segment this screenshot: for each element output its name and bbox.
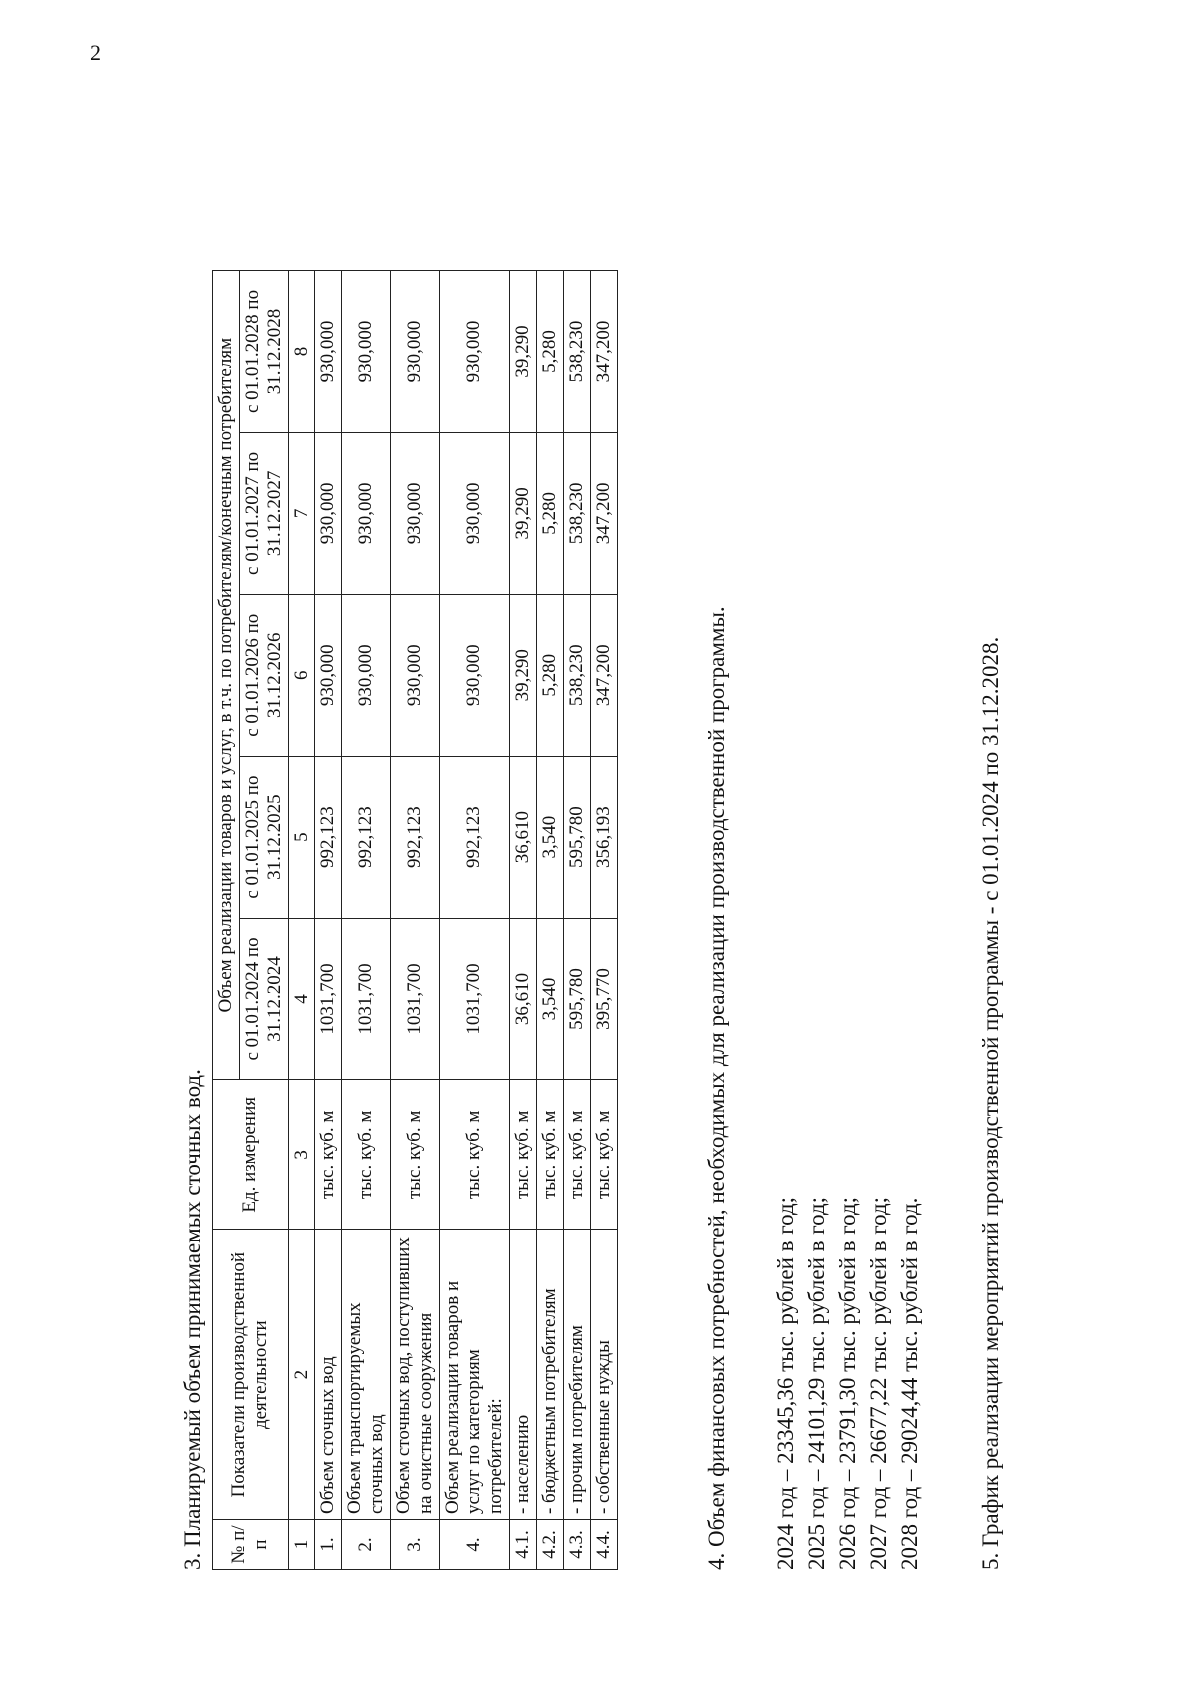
wastewater-volume-table — [212, 270, 618, 1570]
row-value: 347,200 — [590, 271, 617, 433]
row-indicator: Объем сточных вод — [315, 1230, 342, 1520]
financial-line: 2027 год – 26677,22 тыс. рублей в год; — [866, 1196, 891, 1570]
section-4-title: 4. Объем финансовых потребностей, необходимых для реализации производственной программы. — [704, 606, 729, 1570]
row-value: 930,000 — [315, 271, 342, 433]
row-indicator: Объем транспортируемых сточных вод — [342, 1230, 391, 1520]
section-5-title: 5. График реализации мероприятий производственной программы - с 01.01.2024 по 31.12.2028. — [978, 636, 1003, 1570]
financial-line: 2026 год – 23791,30 тыс. рублей в год; — [835, 1196, 860, 1570]
header-num: № п/п — [213, 1520, 289, 1570]
row-value: 930,000 — [390, 432, 439, 594]
col-number: 8 — [288, 271, 315, 433]
row-value: 5,280 — [536, 432, 563, 594]
row-value: 39,290 — [510, 271, 537, 433]
row-value: 1031,700 — [315, 918, 342, 1080]
header-indicator: Показатели производственной деятельности — [213, 1230, 289, 1520]
section-3-title: 3. Планируемый объем принимаемых сточных вод. — [180, 1069, 205, 1570]
row-value: 930,000 — [342, 271, 391, 433]
row-value: 992,123 — [390, 756, 439, 918]
col-number: 2 — [288, 1230, 315, 1520]
row-indicator: - бюджетным потребителям — [536, 1230, 563, 1520]
row-unit: тыс. куб. м — [342, 1080, 391, 1230]
table-row — [315, 271, 342, 1570]
row-value: 538,230 — [563, 432, 590, 594]
row-value: 930,000 — [342, 432, 391, 594]
col-number: 4 — [288, 918, 315, 1080]
financial-line: 2028 год – 29024,44 тыс. рублей в год. — [897, 1197, 922, 1570]
row-value: 595,780 — [563, 918, 590, 1080]
page-number: 2 — [90, 40, 101, 65]
row-value: 356,193 — [590, 756, 617, 918]
row-value: 930,000 — [390, 271, 439, 433]
row-indicator: - населению — [510, 1230, 537, 1520]
col-number: 6 — [288, 594, 315, 756]
row-indicator: Объем сточных вод, поступивших на очистные сооружения — [390, 1230, 439, 1520]
row-value: 930,000 — [439, 594, 510, 756]
row-value: 930,000 — [439, 271, 510, 433]
table-row — [536, 271, 563, 1570]
row-value: 5,280 — [536, 594, 563, 756]
row-unit: тыс. куб. м — [510, 1080, 537, 1230]
col-number: 1 — [288, 1520, 315, 1570]
row-value: 992,123 — [439, 756, 510, 918]
col-number: 3 — [288, 1080, 315, 1230]
table-row — [563, 271, 590, 1570]
row-unit: тыс. куб. м — [390, 1080, 439, 1230]
row-unit: тыс. куб. м — [439, 1080, 510, 1230]
row-value: 930,000 — [439, 432, 510, 594]
row-value: 538,230 — [563, 271, 590, 433]
row-number: 4. — [439, 1520, 510, 1570]
row-unit: тыс. куб. м — [563, 1080, 590, 1230]
header-unit: Ед. измерения — [213, 1080, 289, 1230]
header-volume-group: Объем реализации товаров и услуг, в т.ч. по потребителям/конечным потребителям — [213, 271, 240, 1080]
row-number: 1. — [315, 1520, 342, 1570]
header-period: с 01.01.2025 по 31.12.2025 — [239, 756, 288, 918]
row-number: 2. — [342, 1520, 391, 1570]
header-period: с 01.01.2026 по 31.12.2026 — [239, 594, 288, 756]
col-number: 5 — [288, 756, 315, 918]
row-value: 36,610 — [510, 756, 537, 918]
table-row — [510, 271, 537, 1570]
row-value: 347,200 — [590, 432, 617, 594]
header-period: с 01.01.2027 по 31.12.2027 — [239, 432, 288, 594]
row-number: 4.3. — [563, 1520, 590, 1570]
financial-line: 2024 год – 23345,36 тыс. рублей в год; — [773, 1196, 798, 1570]
row-number: 3. — [390, 1520, 439, 1570]
table-body — [315, 271, 617, 1570]
row-unit: тыс. куб. м — [590, 1080, 617, 1230]
col-number: 7 — [288, 432, 315, 594]
row-value: 3,540 — [536, 756, 563, 918]
row-value: 36,610 — [510, 918, 537, 1080]
row-value: 3,540 — [536, 918, 563, 1080]
row-indicator: - прочим потребителям — [563, 1230, 590, 1520]
table-row — [390, 271, 439, 1570]
row-value: 930,000 — [315, 594, 342, 756]
financial-line: 2025 год – 24101,29 тыс. рублей в год; — [804, 1196, 829, 1570]
financial-needs-list — [770, 1197, 925, 1570]
row-value: 1031,700 — [390, 918, 439, 1080]
row-value: 930,000 — [315, 432, 342, 594]
header-period: с 01.01.2024 по 31.12.2024 — [239, 918, 288, 1080]
row-indicator: - собственные нужды — [590, 1230, 617, 1520]
row-value: 395,770 — [590, 918, 617, 1080]
row-value: 39,290 — [510, 432, 537, 594]
row-value: 39,290 — [510, 594, 537, 756]
row-number: 4.2. — [536, 1520, 563, 1570]
row-value: 1031,700 — [342, 918, 391, 1080]
row-unit: тыс. куб. м — [536, 1080, 563, 1230]
table-row — [342, 271, 391, 1570]
row-value: 595,780 — [563, 756, 590, 918]
row-value: 992,123 — [315, 756, 342, 918]
row-value: 1031,700 — [439, 918, 510, 1080]
table-row — [590, 271, 617, 1570]
row-value: 5,280 — [536, 271, 563, 433]
row-number: 4.4. — [590, 1520, 617, 1570]
row-value: 347,200 — [590, 594, 617, 756]
row-value: 538,230 — [563, 594, 590, 756]
row-value: 930,000 — [390, 594, 439, 756]
table-row — [439, 271, 510, 1570]
row-unit: тыс. куб. м — [315, 1080, 342, 1230]
row-indicator: Объем реализации товаров и услуг по категориям потребителей: — [439, 1230, 510, 1520]
header-period: с 01.01.2028 по 31.12.2028 — [239, 271, 288, 433]
row-value: 992,123 — [342, 756, 391, 918]
row-number: 4.1. — [510, 1520, 537, 1570]
row-value: 930,000 — [342, 594, 391, 756]
